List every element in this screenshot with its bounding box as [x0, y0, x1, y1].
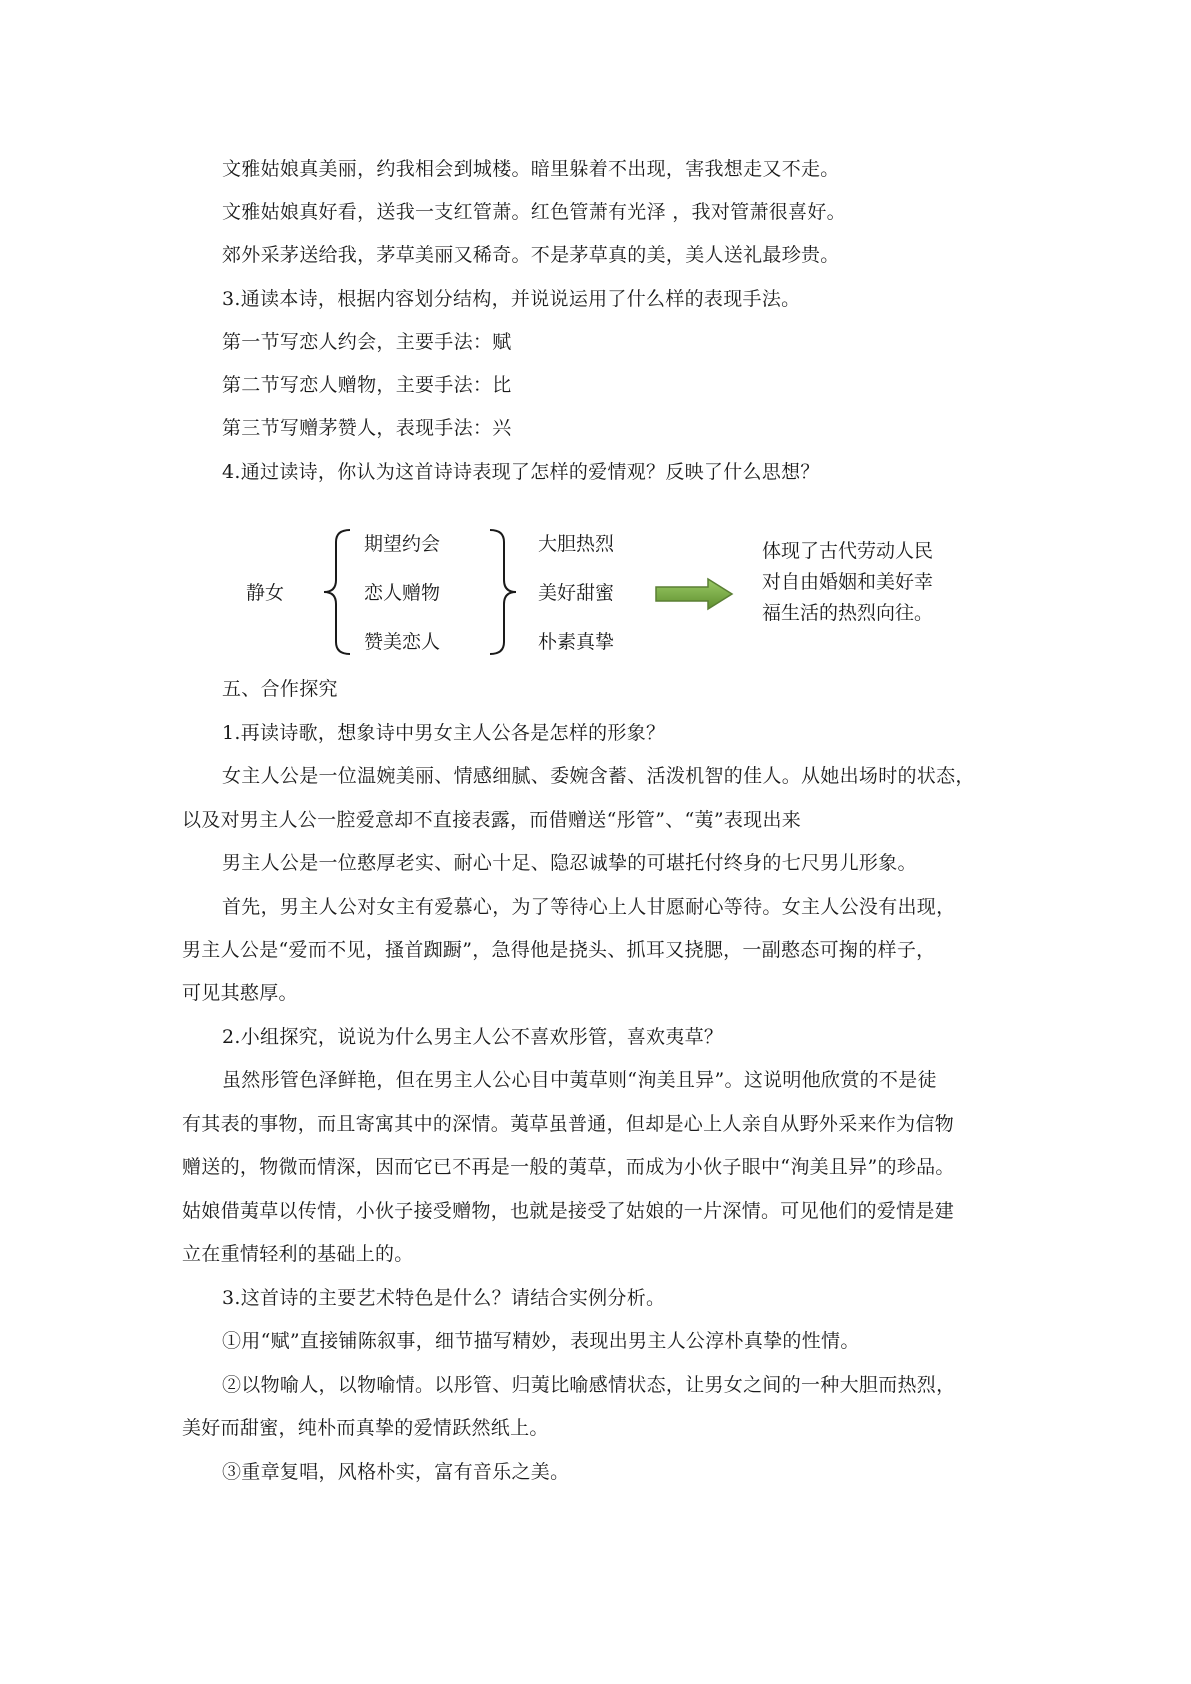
paragraph-line: 男主人公是一位憨厚老实、耐心十足、隐忍诚挚的可堪托付终身的七尺男儿形象。: [222, 852, 917, 874]
answer-section-2: 第二节写恋人赠物，主要手法：比: [222, 374, 512, 396]
diagram-root: 静女: [246, 582, 285, 604]
left-brace-icon: [322, 528, 354, 656]
paragraph-line: 可见其憨厚。: [182, 982, 298, 1004]
paragraph-line: 姑娘借荑草以传情，小伙子接受赠物，也就是接受了姑娘的一片深情。可见他们的爱情是建: [182, 1200, 955, 1222]
paragraph-line: 赠送的，物微而情深，因而它已不再是一般的荑草，而成为小伙子眼中“洵美且异”的珍品。: [182, 1156, 955, 1178]
paragraph-line: 女主人公是一位温婉美丽、情感细腻、委婉含蓄、活泼机智的佳人。从她出场时的状态，: [222, 765, 975, 787]
diagram-result-line-3: 福生活的热烈向往。: [762, 602, 934, 624]
list-item: ①用“赋”直接铺陈叙事，细节描写精妙，表现出男主人公淳朴真挚的性情。: [222, 1330, 860, 1352]
paragraph-line: 美好而甜蜜，纯朴而真挚的爱情跃然纸上。: [182, 1417, 549, 1439]
poem-translation-line-2: 文雅姑娘真好看，送我一支红管萧。红色管萧有光泽 ，我对管萧很喜好。: [222, 201, 846, 223]
answer-section-1: 第一节写恋人约会，主要手法：赋: [222, 331, 512, 353]
diagram-result-line-1: 体现了古代劳动人民: [762, 540, 934, 562]
love-view-diagram: [230, 526, 990, 658]
right-brace-icon: [486, 528, 518, 656]
list-item: ②以物喻人，以物喻情。以彤管、归荑比喻感情状态，让男女之间的一种大胆而热烈，: [222, 1374, 956, 1396]
paragraph-line: 虽然彤管色泽鲜艳，但在男主人公心目中荑草则“洵美且异”。这说明他欣赏的不是徒: [222, 1069, 937, 1091]
diagram-result-line-2: 对自由婚姻和美好幸: [762, 571, 934, 593]
paragraph-line: 首先，男主人公对女主有爱慕心，为了等待心上人甘愿耐心等待。女主人公没有出现，: [222, 896, 956, 918]
right-arrow-icon: [654, 577, 734, 611]
question-2: 2.小组探究，说说为什么男主人公不喜欢彤管，喜欢夷草？: [222, 1026, 724, 1048]
question-4: 4.通过读诗，你认为这首诗诗表现了怎样的爱情观？反映了什么思想？: [222, 461, 820, 483]
paragraph-line: 有其表的事物，而且寄寓其中的深情。荑草虽普通，但却是心上人亲自从野外采来作为信物: [182, 1113, 955, 1135]
paragraph-line: 男主人公是“爱而不见，搔首踟蹰”，急得他是挠头、抓耳又挠腮，一副憨态可掬的样子，: [182, 939, 936, 961]
list-item: ③重章复唱，风格朴实，富有音乐之美。: [222, 1461, 570, 1483]
diagram-event-2: 恋人赠物: [364, 582, 441, 604]
paragraph-line: 以及对男主人公一腔爱意却不直接表露，而借赠送“彤管”、“荑”表现出来: [182, 809, 802, 831]
diagram-event-1: 期望约会: [364, 533, 441, 555]
diagram-quality-2: 美好甜蜜: [538, 582, 615, 604]
answer-section-3: 第三节写赠茅赞人，表现手法：兴: [222, 417, 512, 439]
diagram-quality-3: 朴素真挚: [538, 631, 615, 653]
diagram-event-3: 赞美恋人: [364, 631, 441, 653]
question-3: 3.通读本诗，根据内容划分结构，并说说运用了什么样的表现手法。: [222, 288, 801, 310]
poem-translation-line-3: 郊外采茅送给我，茅草美丽又稀奇。不是茅草真的美，美人送礼最珍贵。: [222, 244, 840, 266]
paragraph-line: 立在重情轻利的基础上的。: [182, 1243, 414, 1265]
diagram-quality-1: 大胆热烈: [538, 533, 615, 555]
question-3-art: 3.这首诗的主要艺术特色是什么？请结合实例分析。: [222, 1287, 666, 1309]
poem-translation-line-1: 文雅姑娘真美丽，约我相会到城楼。暗里躲着不出现，害我想走又不走。: [222, 158, 840, 180]
section-heading: 五、合作探究: [222, 678, 338, 700]
question-1: 1.再读诗歌，想象诗中男女主人公各是怎样的形象？: [222, 722, 666, 744]
